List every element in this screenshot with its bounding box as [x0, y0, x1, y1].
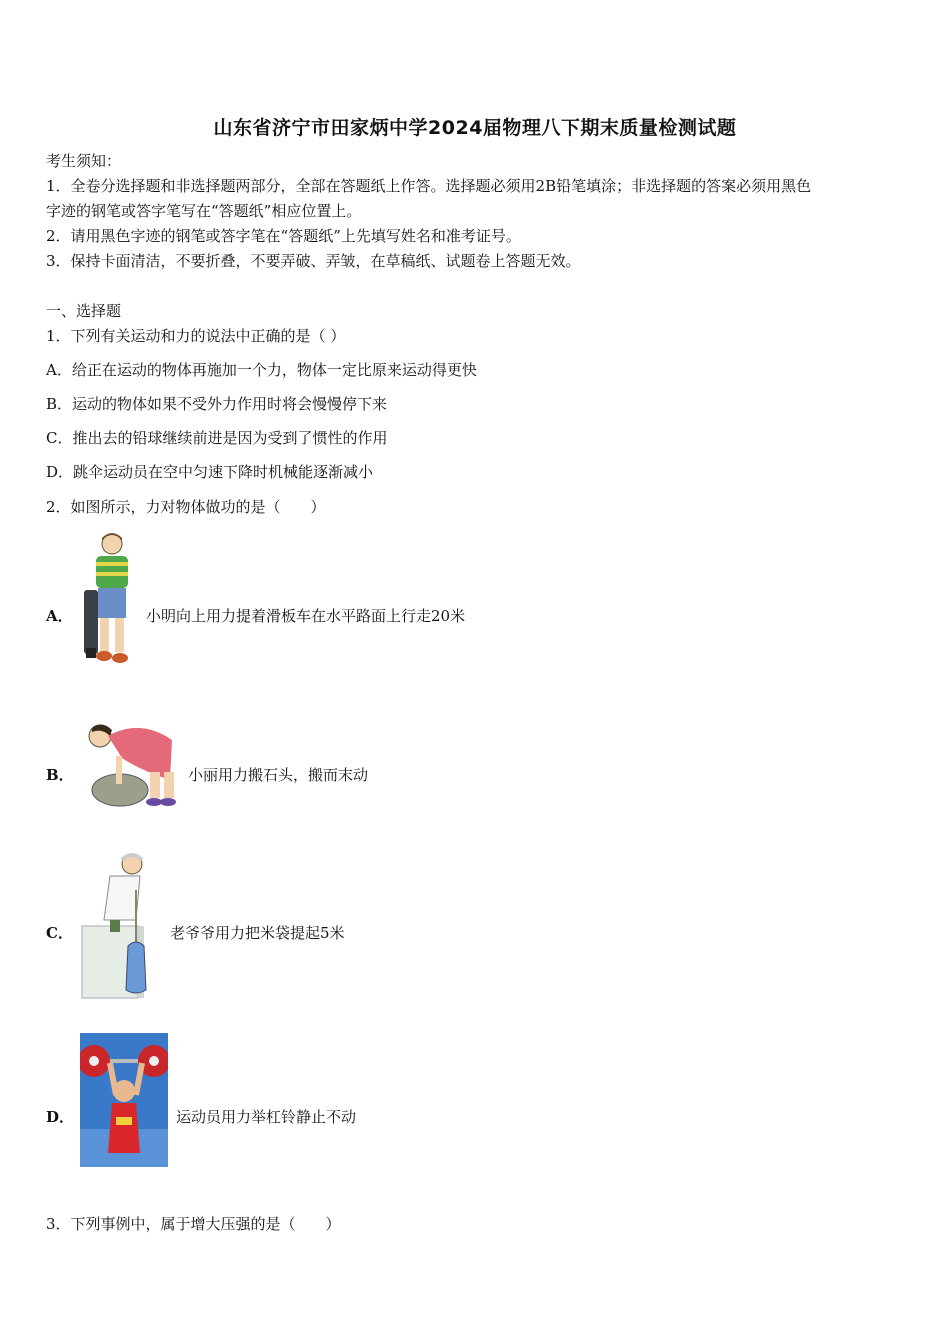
question-2-option-b-text: 小丽用力搬石头，搬而末动: [188, 766, 369, 784]
section-heading: 一、选择题: [46, 302, 122, 320]
notice-item: 2．请用黑色字迹的钢笔或答字笔在“答题纸”上先填写姓名和准考证号。: [46, 227, 521, 245]
question-3-stem: 3．下列事例中，属于增大压强的是（ ）: [46, 1215, 341, 1233]
grandpa-lifting-rice-bag-figure: [80, 850, 166, 1000]
exam-title: 山东省济宁市田家炳中学2024届物理八下期末质量检测试题: [213, 117, 737, 139]
question-2-option-c-text: 老爷爷用力把米袋提起5米: [170, 924, 345, 942]
notice-item: 1．全卷分选择题和非选择题两部分，全部在答题纸上作答。选择题必须用2B铅笔填涂；非选择题的答案必须用黑色: [46, 177, 812, 195]
question-2-option-b-letter: B．: [46, 766, 74, 784]
question-1-option-d: D．跳伞运动员在空中匀速下降时机械能逐渐减小: [46, 463, 374, 481]
question-2-option-c-letter: C．: [46, 924, 73, 942]
question-2-option-d-text: 运动员用力举杠铃静止不动: [176, 1108, 357, 1126]
question-1-option-a: A．给正在运动的物体再施加一个力，物体一定比原来运动得更快: [46, 361, 477, 379]
question-2-option-d-letter: D．: [46, 1108, 75, 1126]
question-1-option-b: B．运动的物体如果不受外力作用时将会慢慢停下来: [46, 395, 388, 413]
girl-lifting-stone-figure: [80, 710, 180, 810]
notice-heading: 考生须知：: [46, 152, 122, 170]
question-1-stem: 1．下列有关运动和力的说法中正确的是（ ）: [46, 327, 346, 345]
question-2-option-a-text: 小明向上用力提着滑板车在水平路面上行走20米: [146, 607, 466, 625]
weightlifter-figure: [80, 1033, 168, 1167]
boy-with-scooter-figure: [80, 530, 142, 670]
notice-item: 3．保持卡面清洁，不要折叠，不要弄破、弄皱，在草稿纸、试题卷上答题无效。: [46, 252, 581, 270]
question-2-option-a-letter: A．: [46, 607, 73, 625]
question-1-option-c: C．推出去的铅球继续前进是因为受到了惯性的作用: [46, 429, 388, 447]
question-2-stem: 2．如图所示，力对物体做功的是（ ）: [46, 498, 326, 516]
notice-item: 字迹的钢笔或答字笔写在“答题纸”相应位置上。: [46, 202, 362, 220]
